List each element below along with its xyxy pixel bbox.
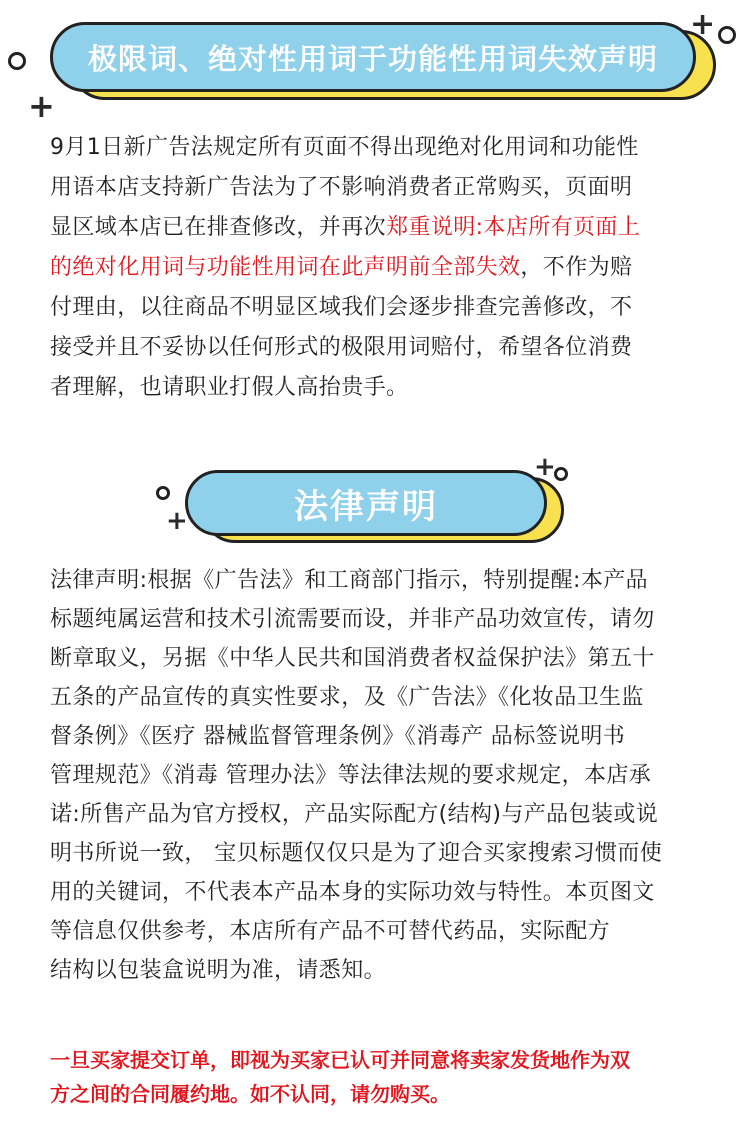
plus-icon: +: [28, 87, 55, 125]
text-line: 付理由，以往商品不明显区域我们会逐步排查完善修改，不: [50, 295, 633, 320]
highlight-text: 郑重说明:本店所有页面上: [386, 215, 641, 240]
text-line: 结构以包装盒说明为准，请悉知。: [50, 958, 387, 983]
ring-icon: [156, 486, 170, 500]
banner-legal: [0, 452, 750, 545]
disclaimer-paragraph: [50, 128, 640, 408]
banner-title: 极限词、绝对性用词于功能性用词失效声明: [50, 22, 696, 92]
warning-line: 方之间的合同履约地。如不认同，请勿购买。: [50, 1082, 450, 1106]
text-line: [50, 248, 640, 288]
ring-icon: [718, 26, 736, 44]
ring-icon: [8, 52, 26, 70]
highlight-text: 的绝对化用词与功能性用词在此声明前全部失效: [50, 255, 521, 280]
text-segment: 显区域本店已在排查修改，并再次: [50, 215, 387, 240]
text-line: 用语本店支持新广告法为了不影响消费者正常购买，页面明: [50, 175, 633, 200]
text-line: 用的关键词，不代表本产品本身的实际功效与特性。本页图文: [50, 880, 655, 905]
text-line: 诺:所售产品为官方授权，产品实际配方(结构)与产品包装或说: [50, 802, 659, 827]
plus-icon: +: [534, 452, 556, 482]
ring-icon: [554, 467, 568, 481]
text-line: 接受并且不妥协以任何形式的极限用词赔付，希望各位消费: [50, 335, 633, 360]
text-line: 9月1日新广告法规定所有页面不得出现绝对化用词和功能性: [50, 135, 639, 160]
banner-disclaimer: [0, 0, 750, 110]
text-line: 断章取义，另据《中华人民共和国消费者权益保护法》第五十: [50, 646, 655, 671]
purchase-warning: [50, 1044, 630, 1112]
text-line: 管理规范》《消毒 管理办法》等法律法规的要求规定，本店承: [50, 763, 652, 788]
text-line: 法律声明:根据《广告法》和工商部门指示，特别提醒:本产品: [50, 568, 649, 593]
text-line: 督条例》《医疗 器械监督管理条例》《消毒产 品标签说明书: [50, 724, 626, 749]
text-line: 五条的产品宣传的真实性要求，及《广告法》《化妆品卫生监: [50, 685, 644, 710]
text-segment: ，不作为赔: [520, 255, 633, 280]
text-line: 标题纯属运营和技术引流需要而设，并非产品功效宣传，请勿: [50, 607, 655, 632]
plus-icon: +: [166, 506, 188, 536]
text-line: 等信息仅供参考，本店所有产品不可替代药品，实际配方: [50, 919, 611, 944]
text-line: [50, 208, 640, 248]
text-line: 者理解，也请职业打假人高抬贵手。: [50, 375, 409, 400]
banner-title: 法律声明: [185, 470, 547, 536]
text-line: 明书所说一致， 宝贝标题仅仅只是为了迎合买家搜索习惯而使: [50, 841, 663, 866]
plus-icon: +: [690, 7, 716, 42]
warning-line: 一旦买家提交订单，即视为买家已认可并同意将卖家发货地作为双: [50, 1048, 630, 1072]
legal-paragraph: [50, 561, 662, 990]
